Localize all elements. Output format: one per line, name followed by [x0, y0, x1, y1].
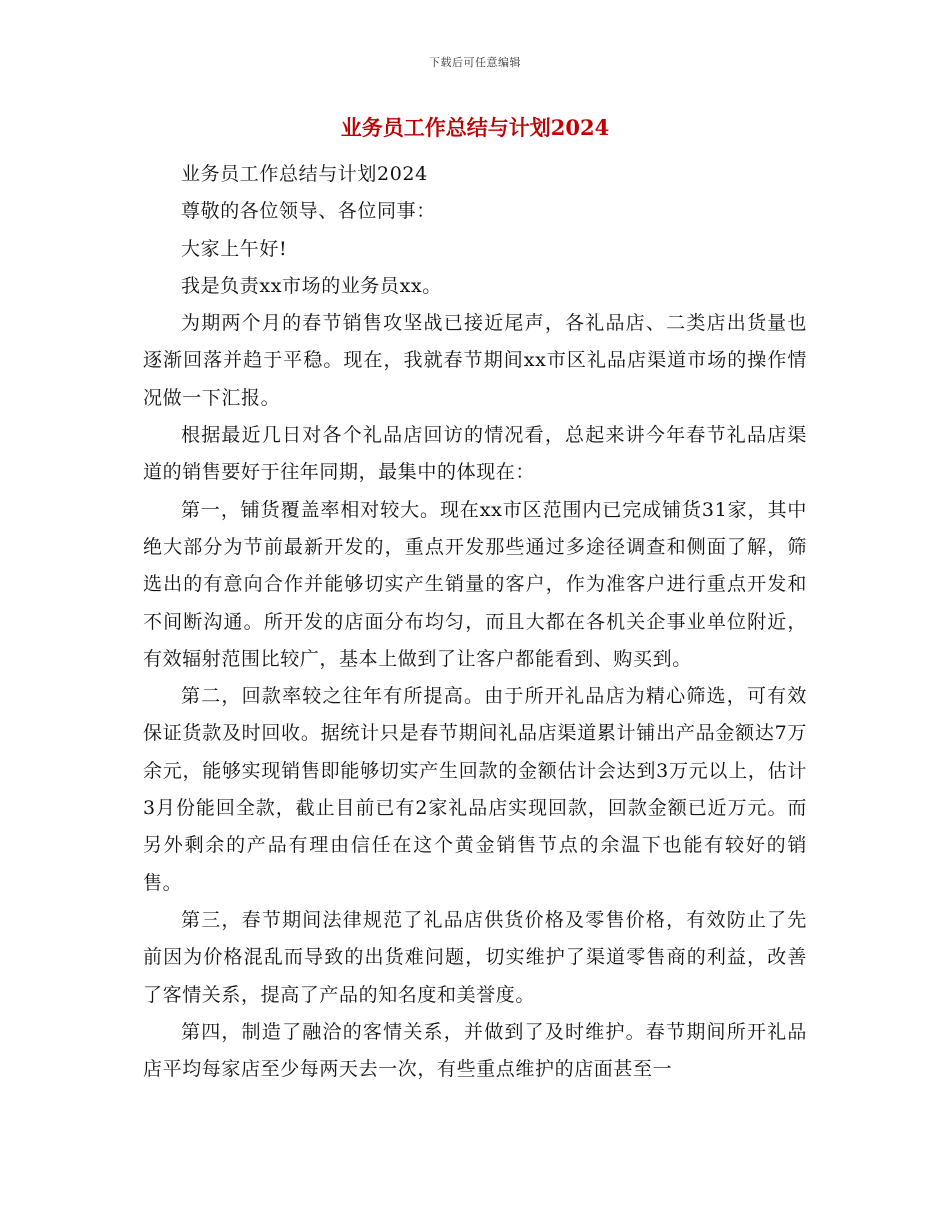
- header-note: 下载后可任意编辑: [429, 56, 521, 69]
- paragraph-introduction: 我是负责xx市场的业务员xx。: [181, 274, 442, 297]
- paragraph-overview: 为期两个月的春节销售攻坚战已接近尾声，各礼品店、二类店出货量也逐渐回落并趋于平稳。现在，我就春节期间xx市区礼品店渠道市场的操作情况做一下汇报。: [143, 312, 807, 409]
- paragraph-point-one: 第一，铺货覆盖率相对较大。现在xx市区范围内已完成铺货31家，其中绝大部分为节前最新开发的，重点开发那些通过多途径调查和侧面了解，筛选出的有意向合作并能够切实产生销量的客户，作为准客户进行重点开发和不间断沟通。所开发的店面分布均匀，而且大都在各机关企事业单位附近，有效辐射范围比较广，基本上做到了让客户都能看到、购买到。: [143, 498, 807, 670]
- paragraph-heading: 业务员工作总结与计划2024: [181, 163, 428, 185]
- paragraph-summary: 根据最近几日对各个礼品店回访的情况看，总起来讲今年春节礼品店渠道的销售要好于往年同期，最集中的体现在：: [143, 424, 807, 484]
- document-title: 业务员工作总结与计划2024: [340, 115, 610, 140]
- paragraph-salutation: 尊敬的各位领导、各位同事：: [181, 200, 436, 223]
- paragraph-point-four: 第四，制造了融洽的客情关系，并做到了及时维护。春节期间所开礼品店平均每家店至少每两天去一次，有些重点维护的店面甚至一: [143, 1020, 807, 1081]
- document-body: [143, 156, 807, 1088]
- paragraph-point-two: 第二，回款率较之往年有所提高。由于所开礼品店为精心筛选，可有效保证货款及时回收。据统计只是春节期间礼品店渠道累计铺出产品金额达7万余元，能够实现销售即能够切实产生回款的金额估计会达到3万元以上，估计3月份能回全款，截止目前已有2家礼品店实现回款，回款金额已近万元。而另外剩余的产品有理由信任在这个黄金销售节点的余温下也能有较好的销售。: [143, 685, 807, 894]
- paragraph-point-three: 第三，春节期间法律规范了礼品店供货价格及零售价格，有效防止了先前因为价格混乱而导致的出货难问题，切实维护了渠道零售商的利益，改善了客情关系，提高了产品的知名度和美誉度。: [143, 908, 807, 1006]
- paragraph-greeting: 大家上午好!: [181, 237, 288, 260]
